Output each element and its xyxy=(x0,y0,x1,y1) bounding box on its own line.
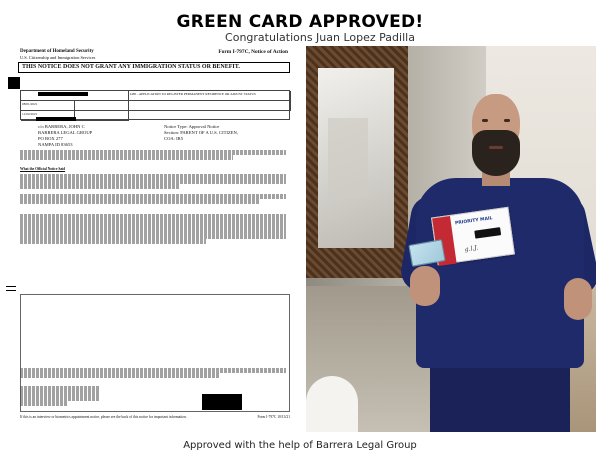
case-type-cell: I485 - APPLICATION TO REGISTER PERMANENT RESIDENCE OR ADJUST STATUS xyxy=(129,91,291,101)
address-line: BARRERA LEGAL GROUP xyxy=(38,129,93,135)
notice-type: Notice Type: Approval Notice xyxy=(164,124,220,129)
page-cell xyxy=(75,111,129,121)
notice-section: Section: PARENT OF A U.S. CITIZEN, xyxy=(164,129,239,135)
eye xyxy=(504,119,510,122)
shirt xyxy=(416,178,584,368)
applicant-cell xyxy=(129,101,291,111)
approval-notice-document xyxy=(16,46,292,432)
mirror xyxy=(318,68,394,248)
received-date-cell: 08/01/2021 xyxy=(21,101,75,111)
scan-margin-marks xyxy=(6,286,16,294)
notice-footer xyxy=(20,415,290,420)
redaction-bar xyxy=(202,394,242,410)
address-line: NAMPA ID 83653 xyxy=(38,141,73,147)
notice-classification xyxy=(164,124,238,142)
redaction-bar xyxy=(474,227,501,239)
notice-date-cell: 11/02/2021 xyxy=(21,111,75,121)
beard xyxy=(472,130,520,176)
agency-name: Department of Homeland Security xyxy=(20,49,94,54)
footer-note: If this is an interview or biometrics appointment notice, please see the back of this notice for important information. xyxy=(20,415,187,419)
pants xyxy=(430,364,570,432)
form-number: Form I-797C, Notice of Action xyxy=(218,49,288,55)
client-photo xyxy=(306,46,596,432)
congratulations-subtitle: Congratulations Juan Lopez Padilla xyxy=(225,31,415,44)
headline: GREEN CARD APPROVED! xyxy=(176,12,424,32)
notice-banner: THIS NOTICE DOES NOT GRANT ANY IMMIGRATION STATUS OR BENEFIT. xyxy=(18,62,290,73)
envelope-signature: g.l.J. xyxy=(464,244,479,254)
notice-class: COA: IR5 xyxy=(164,135,184,141)
lamp-shade xyxy=(306,376,358,432)
envelope-label: PRIORITY MAIL xyxy=(454,216,493,227)
mirror-frame xyxy=(306,46,408,278)
mailing-address xyxy=(38,124,92,148)
address-line: c/o BARRERA, JOHN C xyxy=(38,124,85,129)
eye xyxy=(482,119,488,122)
caption: Approved with the help of Barrera Legal Group xyxy=(183,440,417,451)
receipt-number-cell xyxy=(21,91,129,101)
priority-date-cell xyxy=(75,101,129,111)
notice-paragraph xyxy=(20,150,286,164)
notice-paragraph xyxy=(20,174,286,189)
return-address-block xyxy=(20,386,100,410)
official-notice-heading: What the Official Notice Said xyxy=(20,167,66,171)
case-info-grid xyxy=(20,90,290,120)
redaction-bar xyxy=(8,77,20,89)
mouth xyxy=(489,146,503,149)
notice-paragraph xyxy=(20,214,286,248)
hand xyxy=(410,266,440,306)
hand xyxy=(564,278,592,320)
sub-agency-name: U.S. Citizenship and Immigration Services xyxy=(20,55,96,60)
redaction-bar xyxy=(36,117,76,121)
footer-form-number: Form I-797C 10/13/21 xyxy=(257,415,290,419)
address-line: PO BOX 277 xyxy=(38,135,63,141)
notice-paragraph xyxy=(20,368,286,382)
notice-paragraph xyxy=(20,194,286,209)
